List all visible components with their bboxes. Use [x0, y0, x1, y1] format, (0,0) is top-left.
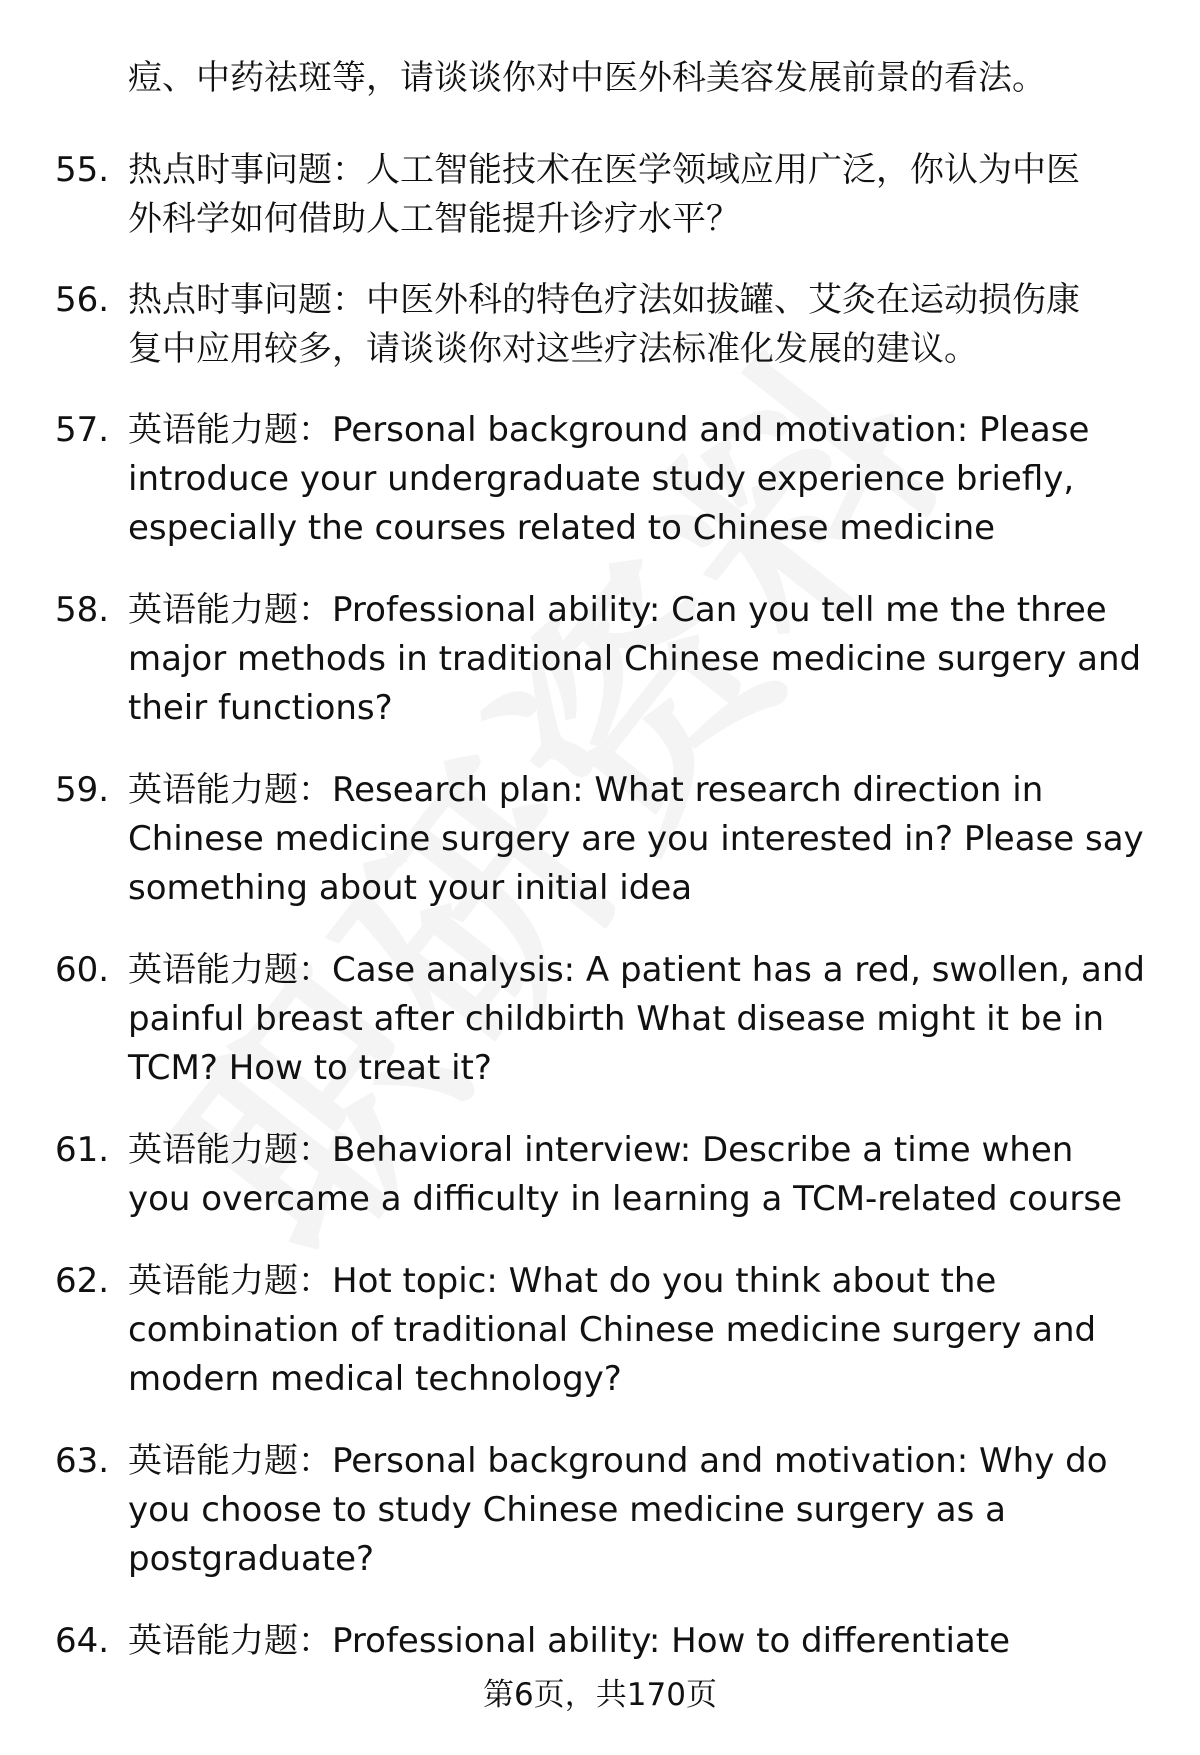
question-number: 64.	[55, 1621, 110, 1661]
page-number-footer: 第6页，共170页	[483, 1677, 717, 1713]
question-text: introduce your undergraduate study experience briefly,	[128, 459, 1075, 499]
question-number: 59.	[55, 770, 110, 810]
question-text: postgraduate?	[128, 1539, 375, 1579]
question-number: 57.	[55, 410, 110, 450]
question-text: you overcame a difficulty in learning a TCM-related course	[128, 1179, 1123, 1219]
question-text: 英语能力题：Personal background and motivation: Why do	[128, 1441, 1108, 1481]
question-text: 热点时事问题：人工智能技术在医学领域应用广泛，你认为中医	[128, 150, 1080, 190]
question-text: modern medical technology?	[128, 1359, 622, 1399]
question-text: 痘、中药祛斑等，请谈谈你对中医外科美容发展前景的看法。	[128, 58, 1046, 98]
question-text: combination of traditional Chinese medicine surgery and	[128, 1310, 1097, 1350]
question-text: 英语能力题：Personal background and motivation: Please	[128, 410, 1090, 450]
question-text: something about your initial idea	[128, 868, 693, 908]
question-number: 55.	[55, 150, 110, 190]
question-text: 英语能力题：Professional ability: How to differentiate	[128, 1621, 1010, 1661]
question-text: especially the courses related to Chinese medicine	[128, 508, 996, 548]
question-number: 62.	[55, 1261, 110, 1301]
question-text: you choose to study Chinese medicine surgery as a	[128, 1490, 1006, 1530]
question-text: painful breast after childbirth What disease might it be in	[128, 999, 1105, 1039]
question-text: Chinese medicine surgery are you interested in? Please say	[128, 819, 1144, 859]
question-text: 外科学如何借助人工智能提升诊疗水平？	[128, 199, 740, 239]
question-number: 60.	[55, 950, 110, 990]
question-number: 58.	[55, 590, 110, 630]
question-text: 英语能力题：Professional ability: Can you tell me the three	[128, 590, 1107, 630]
question-text: major methods in traditional Chinese medicine surgery and	[128, 639, 1142, 679]
question-text: 复中应用较多，请谈谈你对这些疗法标准化发展的建议。	[128, 329, 978, 369]
question-text: 英语能力题：Case analysis: A patient has a red, swollen, and	[128, 950, 1145, 990]
question-text: 英语能力题：Hot topic: What do you think about the	[128, 1261, 997, 1301]
question-number: 56.	[55, 280, 110, 320]
question-text: 英语能力题：Behavioral interview: Describe a time when	[128, 1130, 1074, 1170]
question-number: 61.	[55, 1130, 110, 1170]
question-text: their functions?	[128, 688, 393, 728]
question-text: 英语能力题：Research plan: What research direction in	[128, 770, 1044, 810]
question-number: 63.	[55, 1441, 110, 1481]
question-text: 热点时事问题：中医外科的特色疗法如拔罐、艾灸在运动损伤康	[128, 280, 1080, 320]
question-text: TCM? How to treat it?	[128, 1048, 492, 1088]
